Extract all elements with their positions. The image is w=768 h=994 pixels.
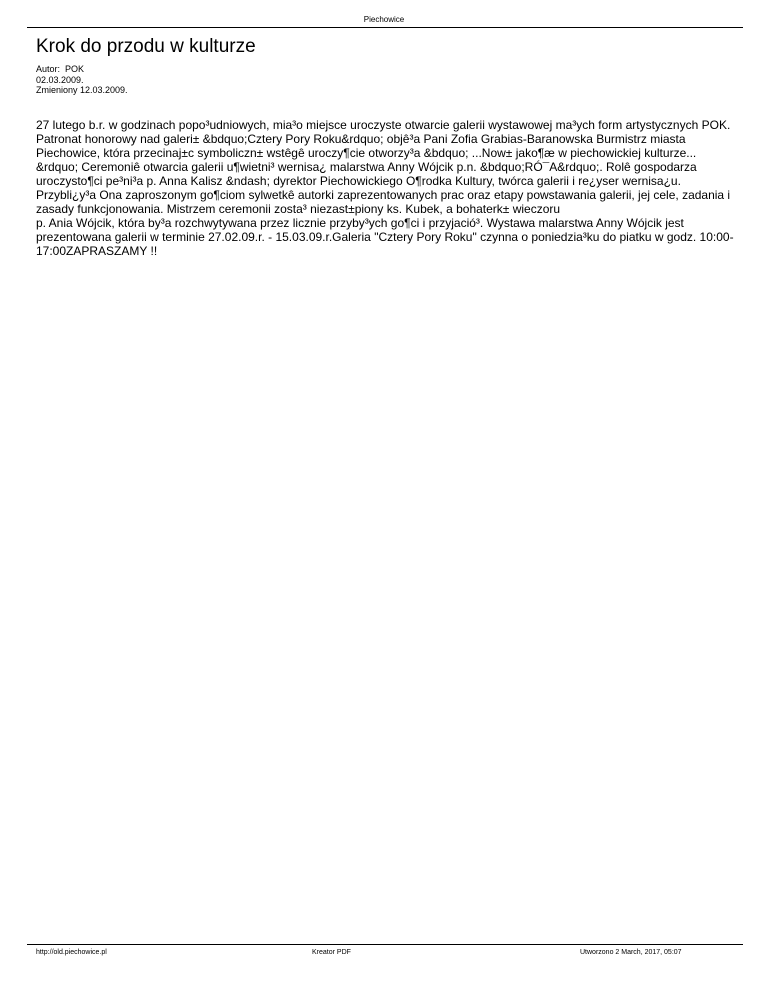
header-divider <box>27 27 743 28</box>
footer-url: http://old.piechowice.pl <box>36 949 107 956</box>
article-title: Krok do przodu w kulturze <box>36 36 256 57</box>
article-date: 02.03.2009. <box>36 74 84 85</box>
page-footer <box>0 948 768 960</box>
article-paragraph: p. Ania Wójcik, która by³a rozchwytywana przez licznie przyby³ych go¶ci i przyjació³. Wystawa malarstwa Anny Wójcik jest prezentowana galerii w terminie 27.02.09.r. - 15.03.09.r.Galeria "Cztery Pory Roku" czynna o poniedzia³ku do piatku w godz. 10:00-17:00ZAPRASZAMY !! <box>36 216 734 258</box>
article-paragraph: 27 lutego b.r. w godzinach popo³udniowych, mia³o miejsce uroczyste otwarcie galerii wystawowej ma³ych form artystycznych POK. Patronat honorowy nad galeri± &bdquo;Cztery Pory Roku&rdquo; objê³a Pani Zofia Grabias-Baranowska Burmistrz miasta Piechowice, która przecinaj±c symboliczn± wstêgê uroczy¶cie otworzy³a &bdquo; ...Now± jako¶æ w piechowickiej kulturze... &rdquo; Ceremoniê otwarcia galerii u¶wietni³ wernisa¿ malarstwa Anny Wójcik p.n. &bdquo;RÓ¯A&rdquo;. Rolê gospodarza uroczysto¶ci pe³ni³a p. Anna Kalisz &ndash; dyrektor Piechowickiego O¶rodka Kultury, twórca galerii i re¿yser wernisa¿u. Przybli¿y³a Ona zaproszonym go¶ciom sylwetkê autorki zaprezentowanych prac oraz etapy powstawania galerii, jej cele, zadania i zasady funkcjonowania. Mistrzem ceremonii zosta³ niezast±piony ks. Kubek, a bohaterk± wieczoru <box>36 118 731 216</box>
page-header: Piechowice <box>363 15 405 24</box>
footer-generator: Kreator PDF <box>312 949 351 956</box>
footer-created-date: Utworzono 2 March, 2017, 05:07 <box>580 949 682 956</box>
footer-divider <box>27 944 743 945</box>
article-author: Autor: POK <box>36 64 85 74</box>
article-body <box>36 118 740 258</box>
article-meta <box>36 64 128 96</box>
article-modified-date: Zmieniony 12.03.2009. <box>36 85 128 95</box>
